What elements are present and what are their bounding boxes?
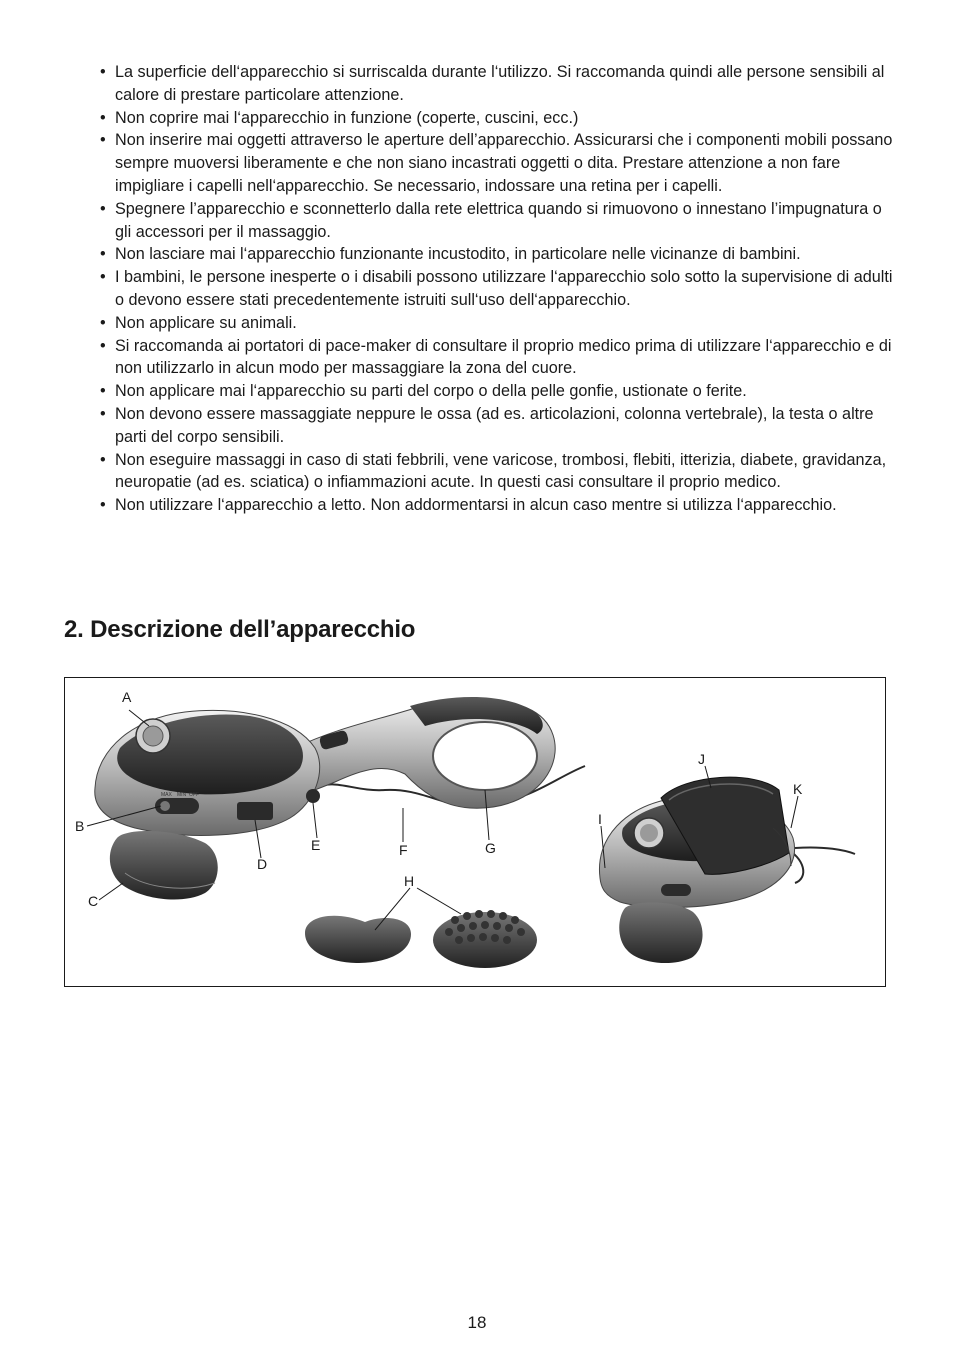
bullet-text: La superficie dell‘apparecchio si surriscalda durante l‘utilizzo. Si raccomanda quindi alle persone sensibili al calore di prestare particolare attenzione. (115, 63, 885, 104)
release-button (306, 789, 320, 803)
bullet-text: Si raccomanda ai portatori di pace-maker di consultare il proprio medico prima di utilizzare l‘apparecchio e di non utilizzarlo in alcun modo per massaggiare la zona del cuore. (115, 336, 892, 378)
label-e: E (311, 837, 321, 853)
bullet-item (100, 243, 895, 266)
section-heading: 2. Descrizione dell’apparecchio (64, 616, 416, 643)
bullet-dot: • (100, 404, 106, 423)
massage-head (110, 831, 218, 900)
bullet-dot: • (100, 382, 106, 401)
bullet-dot: • (100, 108, 106, 127)
massage-attachments (305, 910, 537, 968)
label-i: I (598, 811, 602, 827)
label-h: H (404, 873, 415, 889)
device-diagram (64, 677, 886, 987)
bullet-text: Non lasciare mai l‘apparecchio funzionante incustodito, in particolare nelle vicinanze di bambini. (115, 245, 801, 264)
power-cable-right (795, 847, 855, 854)
label-a: A (122, 689, 132, 705)
bullet-item (100, 107, 895, 130)
bullet-item (100, 335, 895, 381)
bullet-text: Non utilizzare l‘apparecchio a letto. Non addormentarsi in alcun caso mentre si utilizza l‘apparecchio. (115, 496, 837, 515)
device-with-strap (599, 777, 855, 963)
bullet-dot: • (100, 313, 106, 332)
bullet-text: Non applicare su animali. (115, 313, 297, 332)
bullet-text: Non devono essere massaggiate neppure le ossa (ad es. articolazioni, colonna vertebrale), la testa o altre parti del corpo sensibili. (115, 404, 874, 446)
bullet-item (100, 266, 895, 312)
bullet-dot: • (100, 245, 106, 264)
bullet-text: I bambini, le persone inesperte o i disabili possono utilizzare l‘apparecchio solo sotto la supervisione di adulti o devono essere stati precedentemente istruiti sull‘uso dell‘apparecchio. (115, 268, 893, 309)
bullet-dot: • (100, 63, 106, 81)
bullet-text: Spegnere l’apparecchio e sconnetterlo dalla rete elettrica quando si rimuovono o innestano l’impugnatura o gli accessori per il massaggio. (115, 199, 882, 241)
device-illustration (65, 678, 886, 987)
bullet-dot: • (100, 496, 106, 515)
page-number: 18 (467, 1313, 487, 1332)
bullet-text: Non coprire mai l‘apparecchio in funzione (coperte, cuscini, ecc.) (115, 108, 579, 127)
bullet-item (100, 198, 895, 244)
bullet-item (100, 380, 895, 403)
label-b: B (75, 818, 85, 834)
bullet-dot: • (100, 199, 106, 218)
label-c: C (88, 893, 99, 909)
bullet-dot: • (100, 336, 106, 355)
label-g: G (485, 840, 496, 856)
bullet-item (100, 449, 895, 495)
safety-bullet-list (100, 61, 895, 517)
switch-marking-min: MIN (177, 792, 187, 798)
bullet-item (100, 403, 895, 449)
bullet-item (100, 61, 895, 107)
label-d: D (257, 856, 268, 872)
switch-marking-max: MAX (161, 792, 172, 798)
bullet-text: Non applicare mai l‘apparecchio su parti del corpo o della pelle gonfie, ustionate o ferite. (115, 382, 747, 401)
bullet-dot: • (100, 131, 106, 150)
smooth-attachment (305, 916, 411, 963)
bullet-item (100, 312, 895, 335)
heat-slider (237, 802, 273, 820)
label-j: J (698, 751, 705, 767)
label-f: F (399, 842, 408, 858)
handle-ring-opening (433, 722, 537, 790)
bullet-dot: • (100, 450, 106, 469)
bullet-dot: • (100, 268, 106, 287)
bullet-item (100, 494, 895, 517)
switch-marking-off: OFF (189, 792, 199, 798)
label-k: K (793, 781, 803, 797)
bullet-text: Non eseguire massaggi in caso di stati febbrili, vene varicose, trombosi, flebiti, itterizia, diabete, gravidanza, neuropatie (ad es. sciatica) o infiammazioni acute. In questi casi consultare il proprio medico. (115, 450, 887, 492)
bullet-text: Non inserire mai oggetti attraverso le aperture dell’apparecchio. Assicurarsi che i componenti mobili possano sempre muoversi liberamente e che non siano incastrati oggetti o dita. Prestare attenzione a non fare impigliare i capelli nell‘apparecchio. Se necessario, indossare una retina per i capelli. (115, 131, 893, 195)
bullet-item (100, 129, 895, 197)
